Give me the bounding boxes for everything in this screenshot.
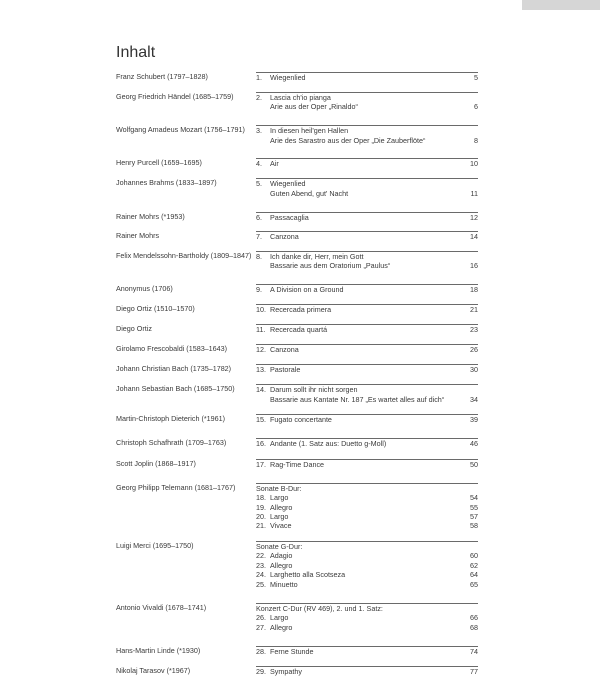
page-number: 21: [470, 305, 478, 315]
toc-line: [256, 459, 478, 469]
item-number: 23.: [256, 560, 266, 570]
item-title: Canzona: [270, 345, 299, 355]
toc-line: [256, 551, 478, 560]
toc-line: [256, 414, 478, 424]
page-number: 26: [470, 345, 478, 355]
toc-line: [256, 324, 478, 334]
toc-line: [256, 102, 478, 111]
entry-lines: [256, 304, 478, 314]
toc-line: [256, 284, 478, 294]
toc-entry: [116, 541, 478, 589]
toc-line: [256, 395, 478, 404]
entry-lines: [256, 646, 478, 656]
item-number: 29.: [256, 666, 266, 676]
composer-name: Girolamo Frescobaldi (1583–1643): [116, 344, 228, 354]
item-title: Guten Abend, gut' Nacht: [270, 188, 349, 198]
toc-line: [256, 623, 478, 632]
entry-lines: [256, 344, 478, 354]
page-number: 34: [470, 394, 478, 404]
item-number: 7.: [256, 232, 262, 242]
toc-entry: [116, 251, 478, 271]
toc-entry: [116, 178, 478, 198]
toc-entry: [116, 384, 478, 404]
item-title: Bassarie aus Kantate Nr. 187 „Es wartet alles auf dich“: [270, 394, 445, 404]
composer-name: Diego Ortiz (1510–1570): [116, 304, 195, 314]
page-number: 77: [470, 666, 478, 676]
toc-entry: [116, 284, 478, 294]
item-number: 9.: [256, 285, 262, 295]
item-number: 4.: [256, 159, 262, 169]
page-number: 46: [470, 438, 478, 448]
toc-line: [256, 580, 478, 589]
item-title: Canzona: [270, 232, 299, 242]
item-title: Fugato concertante: [270, 414, 332, 424]
page-number: 8: [474, 135, 478, 145]
entry-lines: [256, 231, 478, 241]
entry-lines: [256, 178, 478, 198]
toc-entry: [116, 603, 478, 632]
toc-line: [256, 613, 478, 622]
item-number: 10.: [256, 305, 266, 315]
item-title: A Division on a Ground: [270, 285, 344, 295]
entry-lines: [256, 483, 478, 531]
composer-name: Wolfgang Amadeus Mozart (1756–1791): [116, 125, 245, 135]
toc-entry: [116, 438, 478, 448]
item-number: 28.: [256, 646, 266, 656]
toc-entry: [116, 92, 478, 112]
page-number: 62: [470, 560, 478, 570]
toc-line: [256, 570, 478, 579]
composer-name: Georg Philipp Telemann (1681–1767): [116, 482, 236, 492]
toc-line: [256, 384, 478, 394]
item-title: Lascia ch'io pianga: [270, 93, 331, 102]
toc-line: [256, 364, 478, 374]
toc-line: [256, 521, 478, 530]
entry-lines: [256, 541, 478, 589]
item-number: 15.: [256, 414, 266, 424]
item-number: 24.: [256, 570, 266, 580]
page-number: 18: [470, 285, 478, 295]
entry-lines: [256, 72, 478, 82]
page-number: 16: [470, 261, 478, 271]
item-title: Bassarie aus dem Oratorium „Paulus“: [270, 261, 391, 271]
toc-entry: [116, 212, 478, 222]
entry-lines: [256, 384, 478, 404]
item-title: Pastorale: [270, 365, 301, 375]
toc-entry: [116, 231, 478, 241]
item-title: Allegro: [270, 560, 293, 570]
toc-line: [256, 646, 478, 656]
item-number: 16.: [256, 438, 266, 448]
page-number: 68: [470, 622, 478, 632]
entry-lines: [256, 459, 478, 469]
page-number: 54: [470, 493, 478, 503]
composer-name: Antonio Vivaldi (1678–1741): [116, 602, 207, 612]
entry-lines: [256, 364, 478, 374]
item-title: In diesen heil'gen Hallen: [270, 126, 349, 136]
corner-mark: [522, 0, 600, 10]
item-number: 3.: [256, 126, 262, 136]
composer-name: Henry Purcell (1659–1695): [116, 158, 202, 168]
entry-lines: [256, 212, 478, 222]
composer-name: Martin-Christoph Dieterich (*1961): [116, 413, 226, 423]
toc-entry: [116, 324, 478, 334]
toc-entry: [116, 483, 478, 531]
item-title: Wiegenlied: [270, 73, 306, 82]
toc-line: [256, 231, 478, 241]
group-title: Konzert C-Dur (RV 469), 2. und 1. Satz:: [256, 603, 383, 613]
toc-entry: [116, 158, 478, 168]
toc-line: [256, 189, 478, 198]
toc-line: [256, 344, 478, 354]
item-number: 18.: [256, 493, 266, 503]
item-number: 11.: [256, 325, 266, 335]
toc-entry: [116, 304, 478, 314]
group-header: [256, 541, 478, 551]
item-title: Recercada primera: [270, 305, 332, 315]
toc-line: [256, 125, 478, 135]
item-title: Andante (1. Satz aus: Duetto g-Moll): [270, 438, 387, 448]
toc-line: [256, 72, 478, 82]
item-number: 25.: [256, 579, 266, 589]
toc-entry: [116, 364, 478, 374]
item-number: 1.: [256, 73, 262, 82]
entry-lines: [256, 284, 478, 294]
toc-line: [256, 136, 478, 145]
item-number: 17.: [256, 460, 266, 470]
toc-entry: [116, 666, 478, 676]
item-title: Darum sollt ihr nicht sorgen: [270, 385, 358, 395]
composer-name: Georg Friedrich Händel (1685–1759): [116, 92, 234, 101]
page-number: 74: [470, 646, 478, 656]
page-number: 50: [470, 460, 478, 470]
item-title: Largo: [270, 613, 289, 623]
entry-lines: [256, 438, 478, 448]
entry-lines: [256, 414, 478, 424]
page-number: 11: [470, 188, 478, 198]
toc-line: [256, 261, 478, 270]
item-title: Allegro: [270, 622, 293, 632]
page-number: 57: [470, 512, 478, 522]
composer-name: Johannes Brahms (1833–1897): [116, 178, 217, 188]
page-number: 10: [470, 159, 478, 169]
item-number: 2.: [256, 93, 262, 102]
composer-name: Johann Sebastian Bach (1685–1750): [116, 384, 235, 394]
item-title: Largo: [270, 512, 289, 522]
item-title: Ferne Stunde: [270, 646, 314, 656]
page-number: 60: [470, 551, 478, 561]
page-number: 65: [470, 579, 478, 589]
composer-name: Christoph Schafhrath (1709–1763): [116, 437, 227, 447]
item-title: Ich danke dir, Herr, mein Gott: [270, 252, 364, 261]
item-title: Wiegenlied: [270, 179, 306, 189]
item-title: Allegro: [270, 502, 293, 512]
page-number: 23: [470, 325, 478, 335]
toc-entry: [116, 459, 478, 469]
item-title: Larghetto alla Scotseza: [270, 570, 346, 580]
toc-line: [256, 512, 478, 521]
item-number: 14.: [256, 385, 266, 395]
item-number: 19.: [256, 502, 266, 512]
composer-name: Anonymus (1706): [116, 284, 173, 294]
entry-lines: [256, 603, 478, 632]
page-number: 39: [470, 414, 478, 424]
page-number: 58: [470, 521, 478, 531]
composer-name: Nikolaj Tarasov (*1967): [116, 665, 191, 675]
toc-entry: [116, 344, 478, 354]
group-header: [256, 603, 478, 613]
group-title: Sonate G-Dur:: [256, 542, 303, 552]
page-number: 30: [470, 365, 478, 375]
entry-lines: [256, 125, 478, 145]
toc-entry: [116, 414, 478, 424]
toc-line: [256, 304, 478, 314]
item-title: Adagio: [270, 551, 293, 561]
item-title: Minuetto: [270, 579, 298, 589]
page-number: 6: [474, 102, 478, 112]
composer-name: Diego Ortiz: [116, 324, 152, 334]
entry-lines: [256, 92, 478, 112]
toc-line: [256, 251, 478, 261]
toc-entry: [116, 646, 478, 656]
item-title: Vivace: [270, 521, 292, 531]
item-number: 13.: [256, 365, 266, 375]
item-number: 5.: [256, 179, 262, 189]
entry-lines: [256, 251, 478, 271]
toc-line: [256, 438, 478, 448]
item-title: Arie aus der Oper „Rinaldo“: [270, 102, 358, 112]
entry-lines: [256, 324, 478, 334]
page-number: 12: [470, 212, 478, 222]
item-title: Arie des Sarastro aus der Oper „Die Zauberflöte“: [270, 135, 426, 145]
item-title: Passacaglia: [270, 212, 309, 222]
toc-line: [256, 92, 478, 102]
item-number: 22.: [256, 551, 266, 561]
toc-line: [256, 666, 478, 676]
entry-lines: [256, 158, 478, 168]
item-number: 12.: [256, 345, 266, 355]
page-number: 64: [470, 570, 478, 580]
composer-name: Luigi Merci (1695–1750): [116, 541, 194, 551]
group-header: [256, 483, 478, 493]
composer-name: Scott Joplin (1868–1917): [116, 459, 196, 469]
toc-line: [256, 212, 478, 222]
composer-name: Rainer Mohrs: [116, 231, 160, 241]
entry-lines: [256, 666, 478, 676]
toc-line: [256, 503, 478, 512]
item-title: Air: [270, 159, 279, 169]
page-number: 5: [474, 73, 478, 82]
item-number: 27.: [256, 622, 266, 632]
composer-name: Hans-Martin Linde (*1930): [116, 645, 201, 655]
toc-line: [256, 158, 478, 168]
item-title: Rag-Time Dance: [270, 460, 325, 470]
composer-name: Franz Schubert (1797–1828): [116, 72, 208, 81]
item-number: 21.: [256, 521, 266, 531]
table-of-contents: [116, 72, 478, 686]
toc-entry: [116, 125, 478, 145]
item-number: 26.: [256, 613, 266, 623]
toc-line: [256, 178, 478, 188]
page-number: 66: [470, 613, 478, 623]
group-title: Sonate B-Dur:: [256, 483, 302, 493]
item-title: Largo: [270, 493, 289, 503]
toc-line: [256, 561, 478, 570]
item-number: 6.: [256, 212, 262, 222]
item-title: Sympathy: [270, 666, 302, 676]
toc-line: [256, 493, 478, 502]
toc-entry: [116, 72, 478, 82]
item-title: Recercada quartá: [270, 325, 328, 335]
item-number: 8.: [256, 252, 262, 261]
item-number: 20.: [256, 512, 266, 522]
composer-name: Rainer Mohrs (*1953): [116, 211, 185, 221]
composer-name: Johann Christian Bach (1735–1782): [116, 364, 232, 374]
page-title: Inhalt: [116, 44, 156, 61]
page-number: 14: [470, 232, 478, 242]
composer-name: Felix Mendelssohn-Bartholdy (1809–1847): [116, 251, 252, 260]
page-number: 55: [470, 502, 478, 512]
